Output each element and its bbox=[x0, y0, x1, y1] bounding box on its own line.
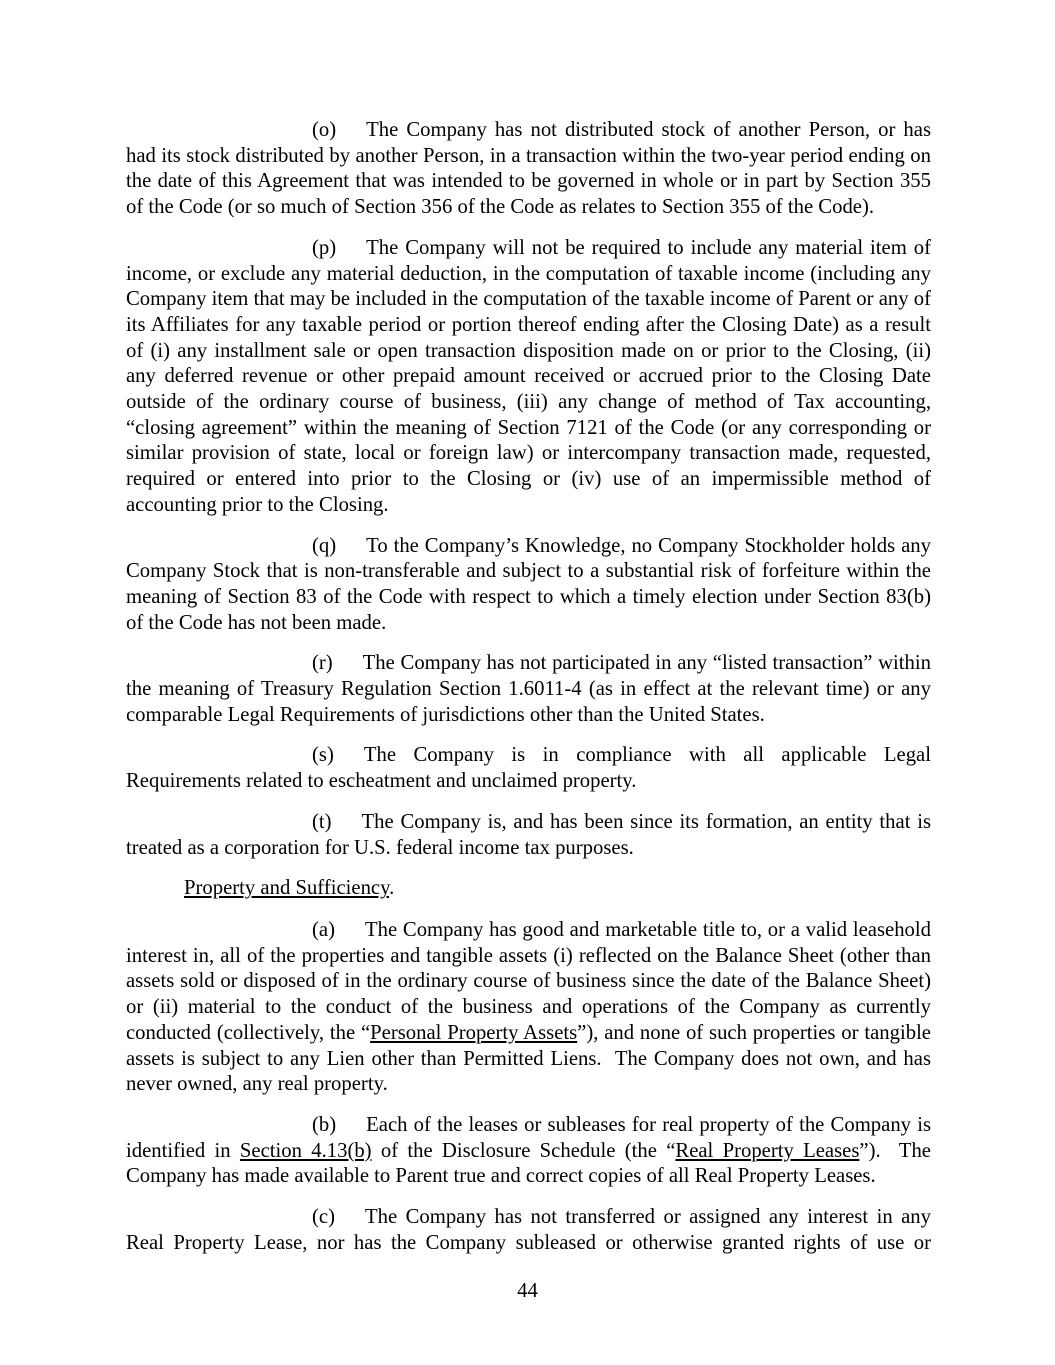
text-run: . bbox=[389, 877, 395, 900]
paragraph-label: (p) bbox=[312, 236, 337, 259]
paragraph-c bbox=[126, 1205, 931, 1256]
text-run: The Company is in compliance with all applicable Legal Requirements related to escheatment and unclaimed property. bbox=[126, 744, 931, 793]
defined-term: Real Property Leases bbox=[675, 1139, 860, 1162]
paragraph-label: (c) bbox=[312, 1206, 335, 1229]
defined-term: Personal Property Assets bbox=[370, 1021, 578, 1044]
paragraph-q bbox=[126, 534, 931, 637]
page-number: 44 bbox=[517, 1280, 538, 1302]
paragraph-label: (t) bbox=[312, 810, 332, 833]
text-run: The Company will not be required to include any material item of income, or exclude any material deduction, in the computation of taxable income (including any Company item that may be included in the computation of the taxable income of Parent or any of its Affiliates for any taxable period or portion thereof ending after the Closing Date) as a result of (i) any installment sale or open transaction disposition made on or prior to the Closing, (ii) any deferred revenue or other prepaid amount received or accrued prior to the Closing Date outside of the ordinary course of business, (iii) any change of method of Tax accounting, “closing agreement” within the meaning of Section 7121 of the Code (or any corresponding or similar provision of state, local or foreign law) or intercompany transaction made, requested, required or entered into prior to the Closing or (iv) use of an impermissible method of accounting prior to the Closing. bbox=[126, 236, 931, 516]
text-run: To the Company’s Knowledge, no Company Stockholder holds any Company Stock that is non-transferable and subject to a substantial risk of forfeiture within the meaning of Section 83 of the Code with respect to which a timely election under Section 83(b) of the Code has not been made. bbox=[126, 534, 931, 634]
text-run: The Company has not distributed stock of another Person, or has had its stock distributed by another Person, in a transaction within the two-year period ending on the date of this Agreement that was intended to be governed in whole or in part by Section 355 of the Code (or so much of Section 356 of the Code as relates to Section 355 of the Code). bbox=[126, 119, 931, 219]
defined-term: Section 4.13(b) bbox=[239, 1139, 372, 1162]
paragraph-label: (b) bbox=[312, 1113, 337, 1136]
text-run: The Company is, and has been since its formation, an entity that is treated as a corporation for U.S. federal income tax purposes. bbox=[126, 810, 931, 859]
document-body bbox=[126, 118, 931, 1271]
defined-term: Property and Sufficiency bbox=[184, 877, 390, 900]
paragraph-t bbox=[126, 810, 931, 861]
page-number-footer bbox=[0, 1279, 1055, 1305]
paragraph-label: (o) bbox=[312, 119, 337, 141]
paragraph-r bbox=[126, 651, 931, 728]
paragraph-b bbox=[126, 1113, 931, 1190]
text-run: The Company has not transferred or assigned any interest in any Real Property Lease, nor has the Company subleased or otherwise granted rights of use or bbox=[126, 1206, 931, 1254]
text-run: The Company has good and marketable title to, or a valid leasehold interest in, all of the properties and tangible assets (i) reflected on the Balance Sheet (other than assets sold or disposed of in the ordinary course of business since the date of the Balance Sheet) or (ii) material to the conduct of the business and operations of the Company as currently conducted (collectively, the “ bbox=[126, 918, 931, 1044]
text-run: ”), and none of such properties or tangible assets is subject to any Lien other than Permitted Liens. The Company does not own, and has never owned, any real property. bbox=[126, 1021, 931, 1096]
paragraph-label: (a) bbox=[312, 918, 335, 941]
paragraph-label: (s) bbox=[312, 744, 334, 767]
paragraph-a bbox=[126, 918, 931, 1098]
text-run: of the Disclosure Schedule (the “ bbox=[371, 1139, 676, 1162]
paragraph-label: (q) bbox=[312, 534, 337, 557]
section-heading bbox=[126, 876, 931, 902]
text-run: ”). The Company has made available to Parent true and correct copies of all Real Property Leases. bbox=[126, 1139, 931, 1188]
paragraph-p bbox=[126, 236, 931, 519]
paragraph-s bbox=[126, 743, 931, 794]
paragraph-o bbox=[126, 118, 931, 221]
text-run: Each of the leases or subleases for real property of the Company is identified in bbox=[126, 1113, 931, 1162]
text-run: The Company has not participated in any “listed transaction” within the meaning of Treasury Regulation Section 1.6011-4 (as in effect at the relevant time) or any comparable Legal Requirements of jurisdictions other than the United States. bbox=[126, 652, 931, 726]
paragraph-label: (r) bbox=[312, 652, 333, 675]
